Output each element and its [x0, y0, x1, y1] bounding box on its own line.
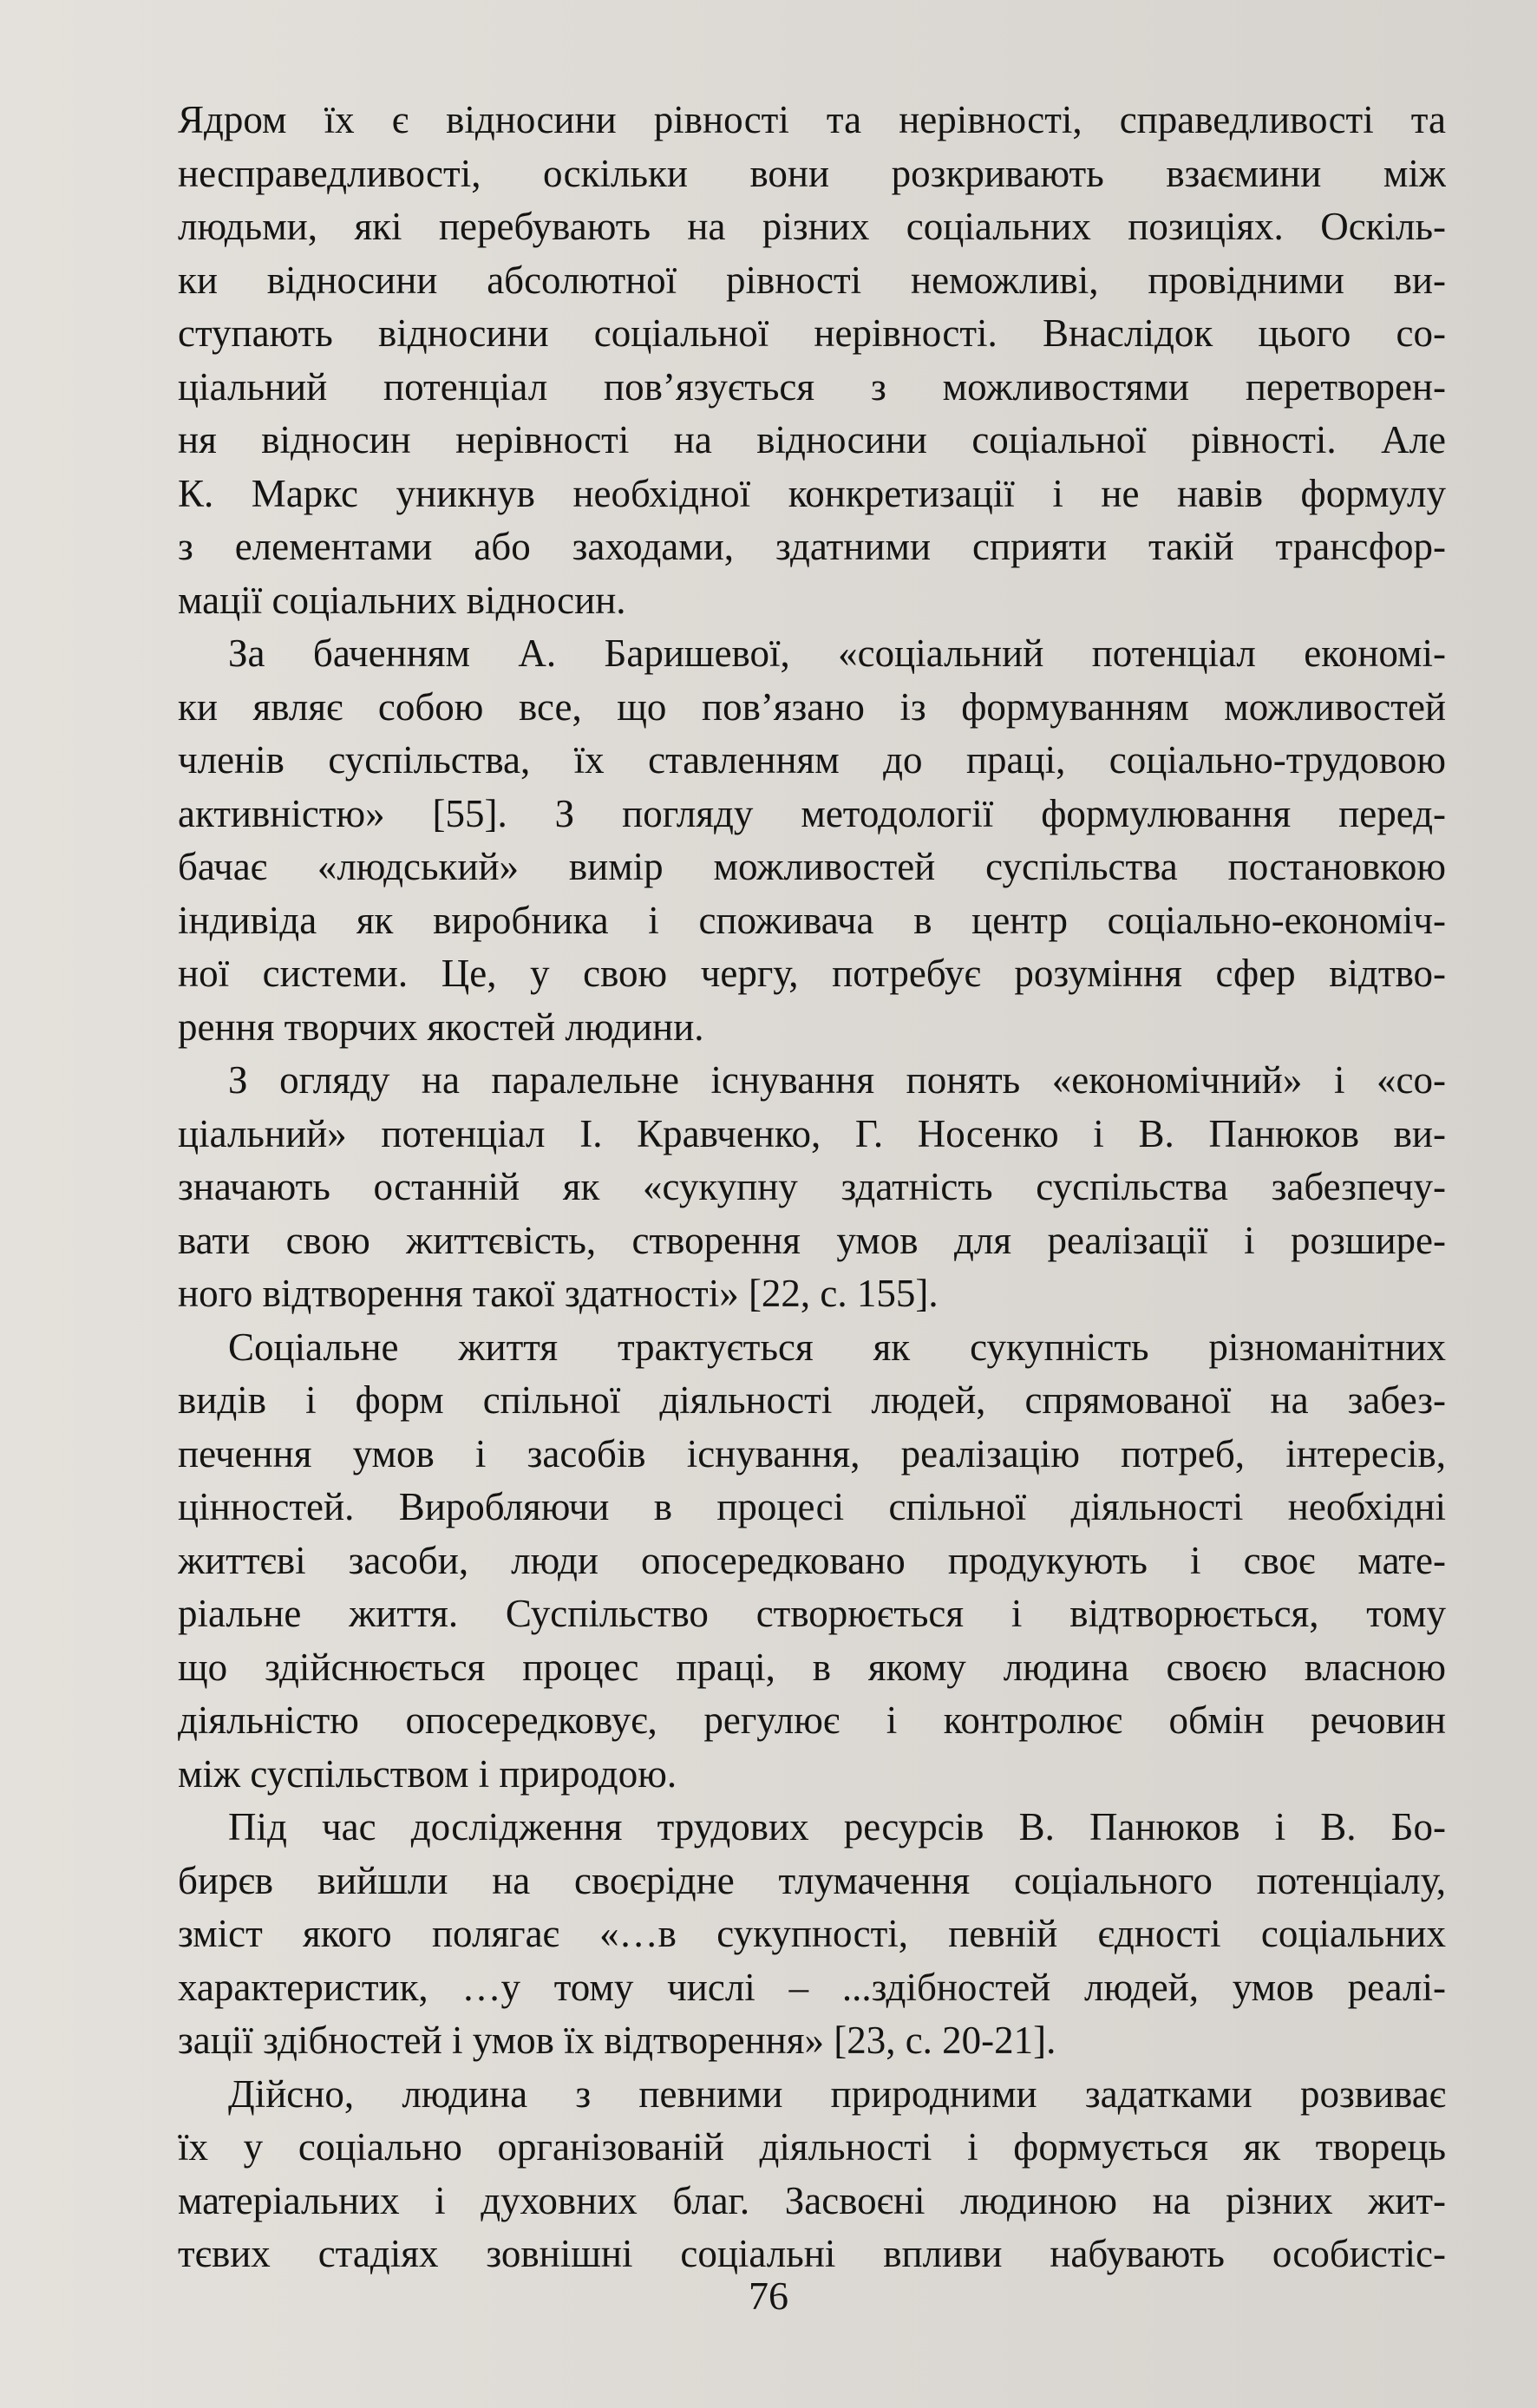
text-line: Ядром їх є відносини рівності та нерівності, справедливості та: [178, 98, 1446, 141]
text-line: ки являє собою все, що пов’язано із формуванням можливостей: [178, 684, 1446, 729]
paragraph: [178, 2068, 1446, 2281]
text-line: їх у соціально організованій діяльності і формується як творець: [178, 2125, 1446, 2169]
text-line: зації здібностей і умов їх відтворення» [23, с. 20-21].: [178, 2019, 1056, 2062]
text-line: характеристик, …у тому числі – ...здібностей людей, умов реалі-: [178, 1965, 1446, 2009]
text-line: ціальний потенціал пов’язується з можливостями перетворен-: [178, 364, 1446, 409]
text-line: цінностей. Виробляючи в процесі спільної діяльності необхідні: [178, 1485, 1446, 1528]
text-line: тєвих стадіях зовнішні соціальні впливи набувають особистіс-: [178, 2232, 1446, 2275]
text-line: ного відтворення такої здатності» [22, с. 155].: [178, 1272, 939, 1315]
text-line: мації соціальних відносин.: [178, 578, 626, 622]
text-line: з елементами або заходами, здатними сприяти такій трансфор-: [178, 525, 1446, 568]
text-line: активністю» [55]. З погляду методології формулювання перед-: [178, 791, 1446, 835]
text-line: рення творчих якостей людини.: [178, 1004, 704, 1049]
text-line: зміст якого полягає «…в сукупності, певній єдності соціальних: [178, 1912, 1446, 1955]
text-line: видів і форм спільної діяльності людей, спрямованої на забез-: [178, 1378, 1446, 1422]
text-line: З огляду на паралельне існування понять «економічний» і «со-: [228, 1058, 1446, 1102]
text-line: Дійсно, людина з певними природними задатками розвиває: [228, 2071, 1446, 2116]
text-line: бачає «людський» вимір можливостей суспільства постановкою: [178, 845, 1446, 888]
text-line: ріальне життя. Суспільство створюється і відтворюється, тому: [178, 1592, 1446, 1635]
text-line: діяльністю опосередковує, регулює і контролює обмін речовин: [178, 1698, 1446, 1742]
text-line: Під час дослідження трудових ресурсів В. Панюков і В. Бо-: [228, 1805, 1446, 1849]
text-line: життєві засоби, люди опосередковано продукують і своє мате-: [178, 1538, 1446, 1582]
text-line: ціальний» потенціал І. Кравченко, Г. Носенко і В. Панюков ви-: [178, 1111, 1446, 1155]
text-line: між суспільством і природою.: [178, 1751, 677, 1796]
text-line: печення умов і засобів існування, реалізацію потреб, інтересів,: [178, 1431, 1446, 1476]
paragraph: [178, 1801, 1446, 2068]
paragraph: [178, 1321, 1446, 1802]
text-line: матеріальних і духовних благ. Засвоєні людиною на різних жит-: [178, 2178, 1446, 2222]
text-line: вати свою життєвість, створення умов для реалізації і розшире-: [178, 1218, 1446, 1262]
text-line: ступають відносини соціальної нерівності. Внаслідок цього со-: [178, 311, 1446, 355]
paragraph: [178, 94, 1446, 627]
text-line: індивіда як виробника і споживача в центр соціально-економіч-: [178, 898, 1446, 942]
text-line: значають останній як «сукупну здатність суспільства забезпечу-: [178, 1165, 1446, 1208]
body-text: [178, 94, 1446, 2281]
text-line: членів суспільства, їх ставленням до праці, соціально-трудовою: [178, 738, 1446, 782]
page-number: 76: [749, 2274, 788, 2318]
text-line: К. Маркс уникнув необхідної конкретизації і не навів формулу: [178, 471, 1446, 515]
text-line: За баченням А. Баришевої, «соціальний потенціал економі-: [228, 631, 1446, 675]
text-line: ної системи. Це, у свою чергу, потребує розуміння сфер відтво-: [178, 952, 1446, 995]
text-line: бирєв вийшли на своєрідне тлумачення соціального потенціалу,: [178, 1858, 1446, 1902]
paragraph: [178, 1054, 1446, 1321]
text-line: ки відносини абсолютної рівності неможливі, провідними ви-: [178, 258, 1446, 302]
text-line: Соціальне життя трактується як сукупність різноманітних: [228, 1325, 1446, 1369]
text-line: ня відносин нерівності на відносини соціальної рівності. Але: [178, 418, 1446, 461]
text-line: людьми, які перебувають на різних соціальних позиціях. Оскіль-: [178, 205, 1446, 248]
text-line: несправедливості, оскільки вони розкривають взаємини між: [178, 151, 1446, 195]
paragraph: [178, 627, 1446, 1054]
text-line: що здійснюється процес праці, в якому людина своєю власною: [178, 1645, 1446, 1689]
